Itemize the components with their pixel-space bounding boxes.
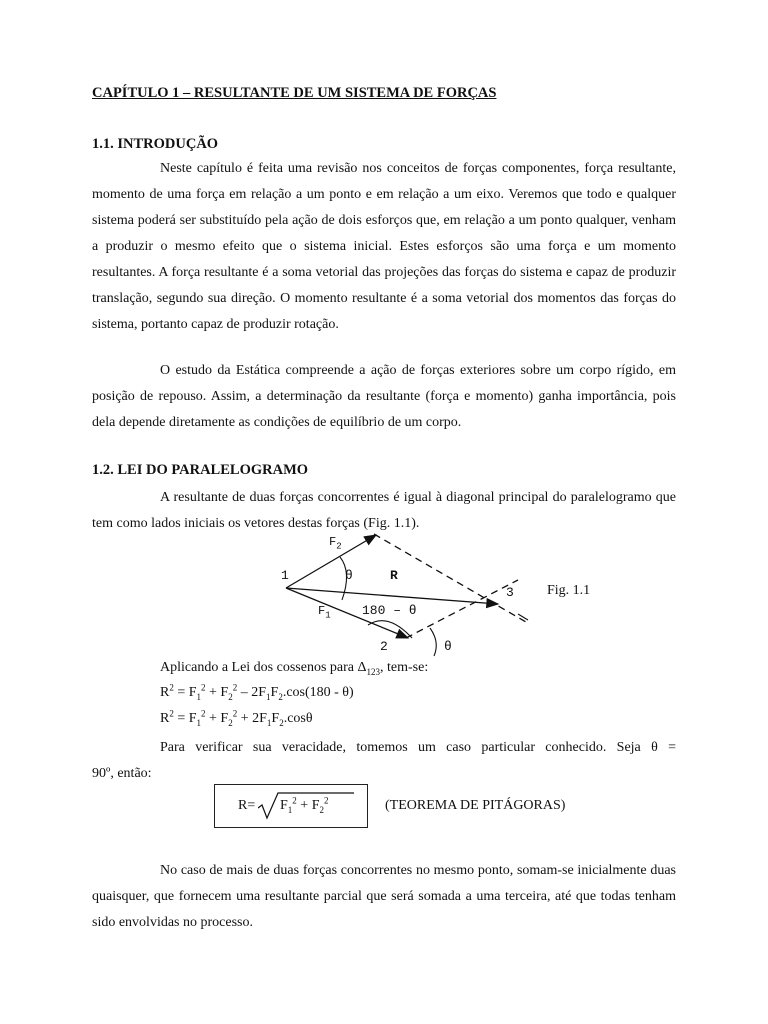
cosine-law-intro: Aplicando a Lei dos cossenos para $\Delta_{123}$, tem-se: — [160, 660, 429, 677]
tick-mark — [518, 614, 528, 620]
equation-2: $R^2 = F_1^2 + F_2^2 + 2F_1F_2.\cos\theta$ — [160, 708, 313, 728]
equation-1: $R^2 = F_1^2 + F_2^2 - 2F_1F_2.\cos(180 - \theta)$ — [160, 682, 354, 702]
label-theta-exterior: θ — [444, 639, 452, 654]
dashed-parallel-f2 — [406, 580, 518, 638]
verify-line-1: Para verificar sua veracidade, tomemos um caso particular conhecido. Seja θ = — [160, 740, 676, 755]
box-lhs: R= — [238, 798, 256, 813]
angle-180-arc — [368, 621, 412, 638]
section-title-introducao: 1.1. INTRODUÇÃO — [92, 136, 219, 152]
chapter-title: CAPÍTULO 1 – RESULTANTE DE UM SISTEMA DE FORÇAS — [92, 85, 497, 101]
intro-paragraph-2: O estudo da Estática compreende a ação de forças exteriores sobre um corpo rígido, em posição de repouso. Assim, a determinação da resultante (força e momento) ganha importância, pois dela depende diretamente as condições de equilíbrio de um corpo. — [92, 363, 676, 430]
theorem-label: (TEOREMA DE PITÁGORAS) — [385, 798, 566, 813]
label-theta: θ — [345, 568, 353, 583]
label-point-1: 1 — [281, 568, 289, 583]
label-angle-180: 180 – θ — [362, 603, 417, 618]
intro-paragraph-1: Neste capítulo é feita uma revisão nos conceitos de forças componentes, força resultante, momento de uma força em relação a um ponto e em relação a um eixo. Veremos que todo e qualquer sistema poderá ser substituído pela ação de dois esforços que, em relação a um ponto qualquer, venham a produzir o mesmo efeito que o sistema inicial. Estes esforços são uma força e um momento resultantes. A força resultante é a soma vetorial das projeções das forças do sistema e capaz de produzir translação, segundo sua direção. O momento resultante é a soma vetorial dos momentos das forças do sistema, portanto capaz de produzir rotação. — [92, 161, 676, 332]
theta-exterior-arc — [430, 628, 436, 656]
pythagoras-formula: $F_1^2 + F_2^2$ — [280, 795, 329, 815]
figure-caption: Fig. 1.1 — [547, 583, 591, 598]
label-f2: $F_2$ — [329, 535, 342, 552]
label-r: R — [390, 568, 398, 583]
label-point-2: 2 — [380, 639, 388, 654]
section-title-paralelogramo: 1.2. LEI DO PARALELOGRAMO — [92, 462, 309, 478]
label-f1: $F_1$ — [318, 604, 331, 621]
label-point-3: 3 — [506, 585, 514, 600]
verify-line-2: 90º, então: — [92, 766, 152, 781]
parallelogram-figure — [270, 530, 610, 670]
final-paragraph: No caso de mais de duas forças concorrentes no mesmo ponto, somam-se inicialmente duas quaisquer, que fornecem uma resultante parcial que será somada a uma terceira, até que todas tenham sido envolvidas no processo. — [92, 863, 676, 930]
paralelogramo-paragraph: A resultante de duas forças concorrentes é igual à diagonal principal do paralelogramo que tem como lados iniciais os vetores destas forças (Fig. 1.1). — [92, 490, 676, 531]
